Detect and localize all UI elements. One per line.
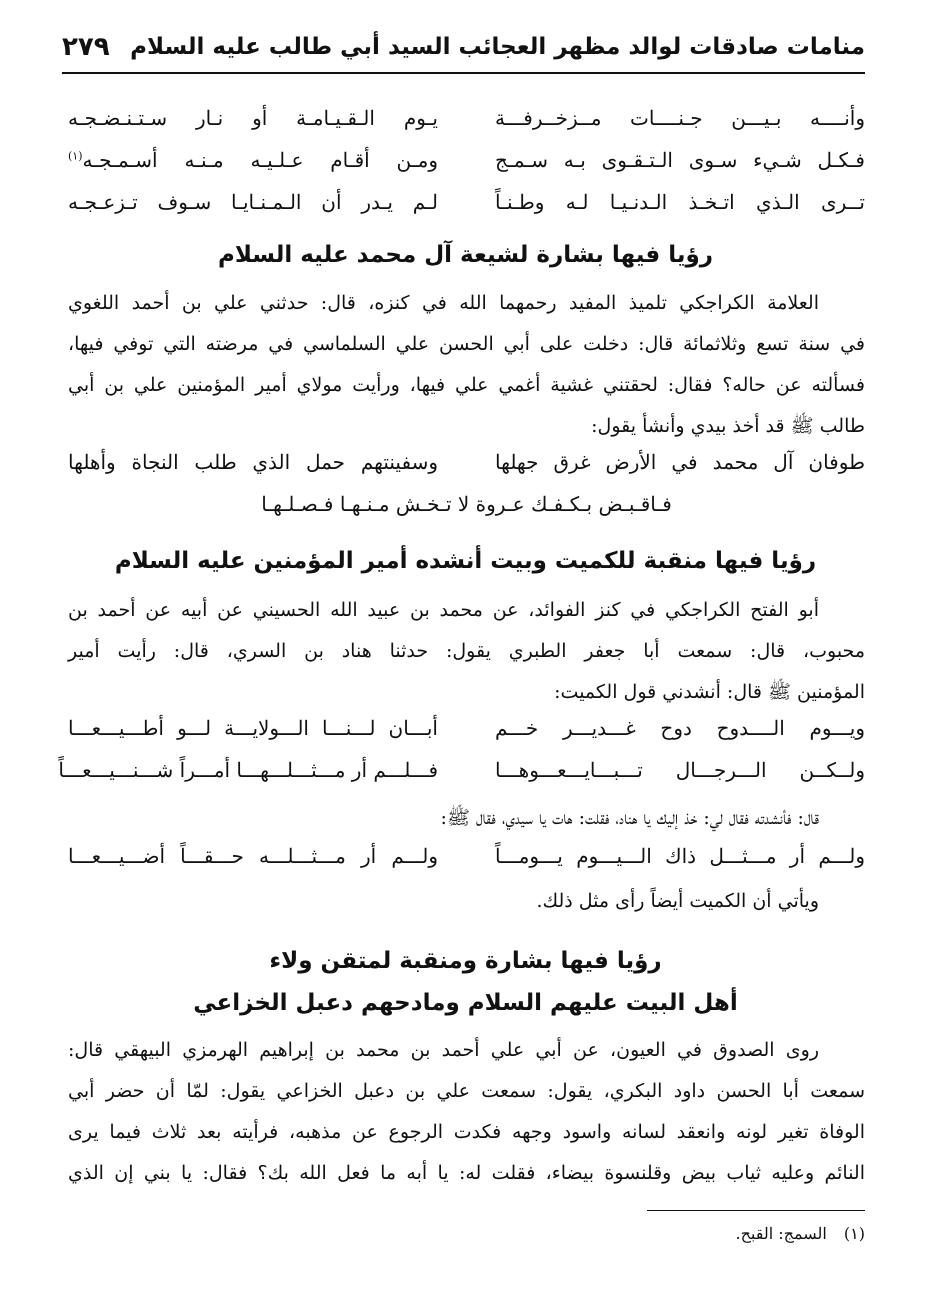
- verse-hemistich-right: فـكـل شـيء سـوى الـتـقـوى بـه سـمـج: [495, 148, 865, 172]
- verse-hemistich-left: لـم يـدر أن الـمـنـايـا سـوف تـزعـجـه: [68, 190, 438, 214]
- verse-hemistich-left: [68, 148, 438, 172]
- paragraph-line: ويأتي أن الكميت أيضاً رأى مثل ذلك.: [536, 890, 819, 912]
- page-number: ٢٧٩: [62, 32, 110, 62]
- section-heading: رؤيا فيها بشارة لشيعة آل محمد عليه السلام: [217, 242, 714, 268]
- verse-centered: فـاقـبـض بـكـفـك عـروة لا تـخـش مـنـهـا فـصـلـهـا: [261, 492, 672, 516]
- paragraph-line: في سنة تسع وثلاثمائة قال: دخلت على أبي الحسن علي السلماسي في مرضته التي توفي فيها،: [68, 333, 865, 355]
- section-heading: رؤيا فيها بشارة ومنقبة لمتقن ولاء: [269, 948, 662, 974]
- footnote-rule: [647, 1210, 865, 1211]
- verse-block: [58, 716, 865, 800]
- paragraph-line: طالب ﷺ قد أخذ بيدي وأنشأ يقول:: [591, 415, 865, 437]
- verse-row: [68, 844, 865, 886]
- verse-hemistich-right: ويـــوم الــــدوح دوح غـــديـــر خـــم: [495, 716, 865, 740]
- paragraph-line: المؤمنين ﷺ قال: أنشدني قول الكميت:: [554, 681, 865, 703]
- verse-hemistich-left: ولـــم أر مـــثـــلـــه حـــقـــاً أضـــيـــعـــا: [68, 844, 438, 868]
- section-body: [68, 881, 865, 922]
- verse-row: [68, 190, 865, 232]
- verse-hemistich-left: أبـــان لـــنـــا الـــولايـــة لـــو أطـــيـــعـــا: [68, 716, 438, 740]
- verse-row: [68, 148, 865, 190]
- footnote-number: (١): [843, 1224, 865, 1243]
- footnote-text: السمج: القبح.: [735, 1224, 827, 1243]
- section-body: [68, 1030, 865, 1194]
- verse-text: ومـن أقـام عـلـيـه مـنـه أسـمـجـه: [82, 148, 438, 172]
- verse-row: [58, 758, 865, 800]
- verse-hemistich-right: ولــكــن الـــرجـــال تـــبـــايـــعـــوهـــا: [495, 758, 865, 782]
- verse-hemistich-left: يـوم الـقـيـامـة أو نـار سـتـنـضـجـه: [68, 106, 438, 130]
- paragraph-line: النائم وعليه ثياب بيض وقلنسوة بيضاء، فقلت له: يا أبه ما فعل الله بك؟ فقال: يا بني إن الذي: [68, 1162, 865, 1184]
- paragraph-line: قال: فأنشدته فقال لي: خذ إليك يا هناد، فقلت: هات يا سيدي، فقال ﷺ:: [440, 807, 819, 829]
- footnote: [736, 1224, 866, 1243]
- verse-hemistich-left: وسفينتهم حمل الذي طلب النجاة وأهلها: [68, 450, 438, 474]
- verse-row: [68, 450, 865, 492]
- paragraph: [68, 283, 865, 447]
- poem-top: [68, 106, 865, 232]
- verse-block: [68, 844, 865, 886]
- paragraph: [68, 1030, 865, 1194]
- verse-hemistich-right: ولـــم أر مـــثـــل ذاك الـــيـــوم يـــومـــاً: [495, 844, 865, 868]
- footnote-marker[interactable]: (١): [68, 149, 83, 163]
- paragraph-line: فسألته عن حاله؟ فقال: لحقتني غشية أغمي علي فيها، ورأيت مولاي أمير المؤمنين علي بن أبي: [68, 374, 865, 396]
- verse-row: [68, 106, 865, 148]
- verse-hemistich-right: تــرى الـذي اتـخـذ الـدنـيـا لـه وطـنـاً: [495, 190, 865, 214]
- paragraph-line: محبوب، قال: سمعت أبا جعفر الطبري يقول: حدثنا هناد بن السري، قال: رأيت أمير: [68, 640, 865, 662]
- verse-row: [68, 716, 865, 758]
- paragraph-line: روى الصدوق في العيون، عن أبي علي أحمد بن محمد بن إبراهيم الهرمزي البيهقي قال:: [68, 1039, 819, 1061]
- running-title: منامات صادقات لوالد مظهر العجائب السيد أبي طالب عليه السلام: [130, 34, 865, 60]
- verse-block: [68, 450, 865, 534]
- paragraph: [68, 590, 865, 713]
- verse-hemistich-right: وأنــــه بـيـــن جـنــــات مــزخــرفـــة: [495, 106, 865, 130]
- header-rule: [62, 72, 865, 74]
- section-heading: رؤيا فيها منقبة للكميت وبيت أنشده أمير المؤمنين عليه السلام: [114, 548, 817, 574]
- section-body: [68, 798, 865, 839]
- paragraph: [68, 798, 865, 839]
- paragraph-line: أبو الفتح الكراجكي في كنز الفوائد، عن محمد بن عبيد الله الحسيني عن أبيه عن أحمد بن: [68, 599, 819, 621]
- section-body: [68, 590, 865, 713]
- page-header: [62, 28, 865, 74]
- paragraph: [68, 881, 865, 922]
- paragraph-line: الوفاة تغير لونه وانعقد لسانه واسود وجهه فكدت الرجوع عن مذهبه، فرأيته بعد ثلاث فيما يرى: [68, 1121, 865, 1143]
- verse-hemistich-left: فـــلـــم أر مـــثـــلـــهـــا أمـــراً شـــنـــيـــعـــاً: [58, 758, 438, 782]
- paragraph-line: العلامة الكراجكي تلميذ المفيد رحمهما الله في كنزه، قال: حدثني علي بن أحمد اللغوي: [68, 292, 819, 314]
- verse-hemistich-right: طوفان آل محمد في الأرض غرق جهلها: [495, 450, 865, 474]
- paragraph-line: سمعت أبا الحسن داود البكري، يقول: سمعت علي بن دعبل الخزاعي يقول: لمّا أن حضر أبي: [68, 1080, 865, 1102]
- section-heading: أهل البيت عليهم السلام ومادحهم دعبل الخزاعي: [193, 990, 738, 1016]
- section-body: [68, 283, 865, 447]
